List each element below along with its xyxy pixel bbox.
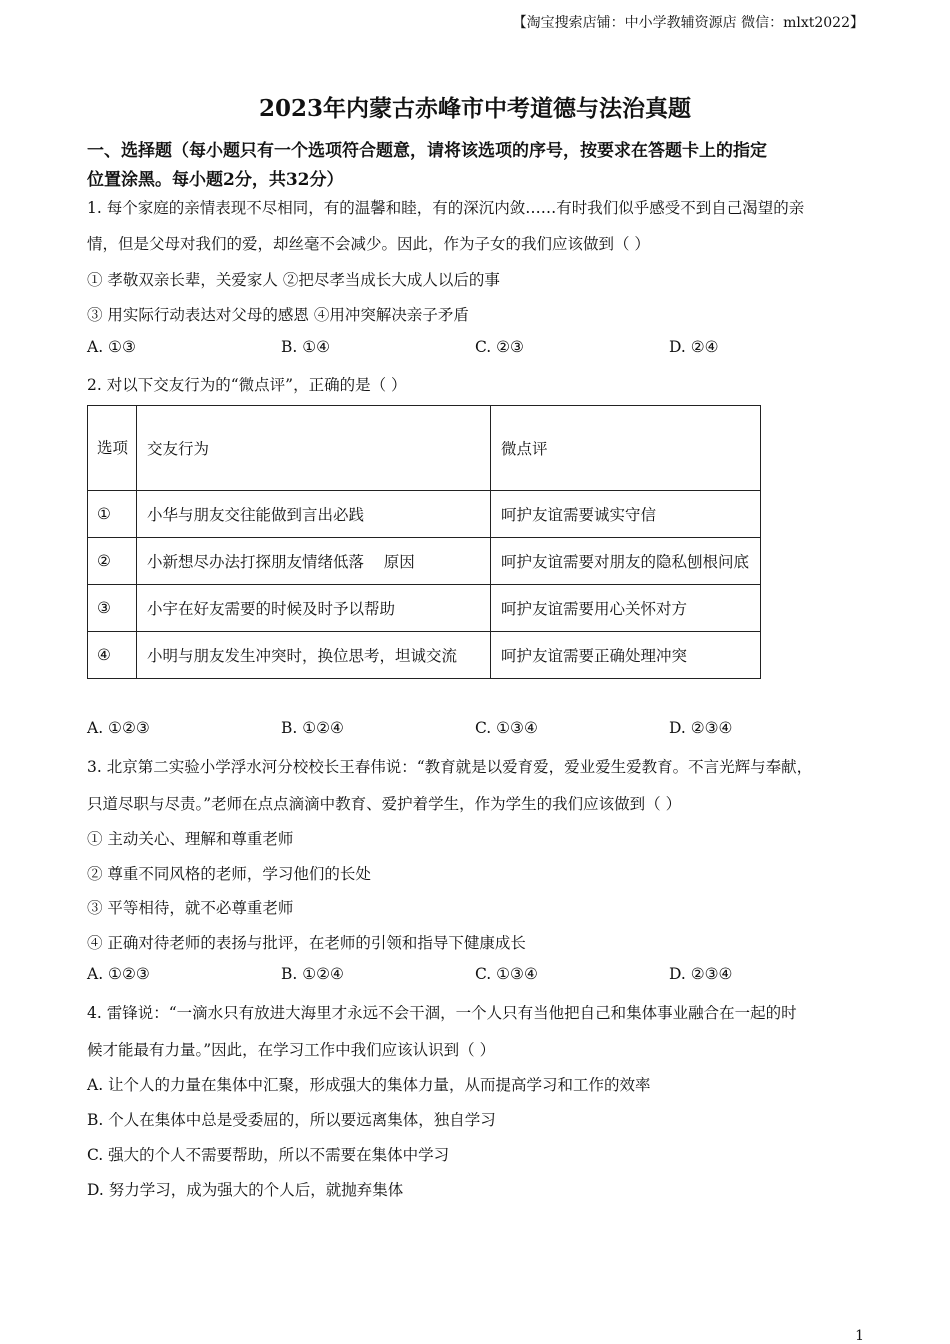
q3-option-a: A. ①②③: [87, 965, 150, 983]
q3-item-4: ④ 正确对待老师的表扬与批评，在老师的引领和指导下健康成长: [87, 934, 526, 952]
q1-items-line2: ③ 用实际行动表达对父母的感恩 ④用冲突解决亲子矛盾: [87, 306, 469, 324]
q3-item-1: ① 主动关心、理解和尊重老师: [87, 830, 294, 848]
table-row: [88, 538, 761, 585]
q2-stem: 2. 对以下交友行为的“微点评”，正确的是（ ）: [87, 376, 407, 394]
q3-item-3: ③ 平等相待，就不必尊重老师: [87, 899, 294, 917]
q4-option-d: D. 努力学习，成为强大的个人后，就抛弃集体: [87, 1181, 404, 1199]
table-cell-option: ④: [88, 632, 137, 679]
q3-stem-line1: 3. 北京第二实验小学浮水河分校校长王春伟说：“教育就是以爱育爱，爱业爱生爱教育。不言光辉与奉献，: [87, 758, 813, 776]
q2-option-b: B. ①②④: [281, 719, 344, 737]
q2-option-d: D. ②③④: [669, 719, 733, 737]
page-number: 1: [855, 1328, 864, 1344]
q3-option-c: C. ①③④: [475, 965, 538, 983]
q1-option-d: D. ②④: [669, 338, 719, 356]
q3-stem-line2: 只道尽职与尽责。”老师在点点滴滴中教育、爱护着学生，作为学生的我们应该做到（ ）: [87, 795, 682, 813]
table-cell-behavior: 小宇在好友需要的时候及时予以帮助: [137, 585, 491, 632]
table-row: [88, 585, 761, 632]
section-heading-line1: 一、选择题（每小题只有一个选项符合题意，请将该选项的序号，按要求在答题卡上的指定: [87, 141, 767, 161]
q1-option-b: B. ①④: [281, 338, 331, 356]
q2-option-c: C. ①③④: [475, 719, 538, 737]
page-title: 2023年内蒙古赤峰市中考道德与法治真题: [258, 95, 691, 122]
table-cell-option: ①: [88, 491, 137, 538]
header-note: 【淘宝搜索店铺：中小学教辅资源店 微信：mlxt2022】: [512, 15, 864, 31]
table-cell-comment: 呵护友谊需要用心关怀对方: [491, 585, 761, 632]
section-heading-line2: 位置涂黑。每小题2分，共32分）: [87, 170, 344, 190]
table-header-option: 选项: [97, 439, 129, 457]
table-cell-behavior: 小新想尽办法打探朋友情绪低落 原因: [137, 538, 491, 585]
q1-option-a: A. ①③: [87, 338, 136, 356]
q1-stem-line2: 情，但是父母对我们的爱，却丝毫不会减少。因此，作为子女的我们应该做到（ ）: [87, 235, 650, 253]
q4-option-a: A. 让个人的力量在集体中汇聚，形成强大的集体力量，从而提高学习和工作的效率: [87, 1076, 651, 1094]
q4-stem-line2: 候才能最有力量。”因此，在学习工作中我们应该认识到（ ）: [87, 1041, 496, 1059]
table-cell-behavior: 小华与朋友交往能做到言出必践: [137, 491, 491, 538]
table-header-comment: 微点评: [491, 406, 761, 491]
table-header-behavior: 交友行为: [137, 406, 491, 491]
table-row: [88, 491, 761, 538]
q3-option-d: D. ②③④: [669, 965, 733, 983]
table-cell-comment: 呵护友谊需要对朋友的隐私刨根问底: [491, 538, 761, 585]
q3-option-b: B. ①②④: [281, 965, 344, 983]
q4-stem-line1: 4. 雷锋说：“一滴水只有放进大海里才永远不会干涸，一个人只有当他把自己和集体事业融合在一起的时: [87, 1004, 797, 1022]
table-header-row: [88, 406, 761, 491]
table-cell-option: ②: [88, 538, 137, 585]
q1-stem-line1: 1. 每个家庭的亲情表现不尽相同，有的温馨和睦，有的深沉内敛……有时我们似乎感受不到自己渴望的亲: [87, 199, 805, 217]
q3-item-2: ② 尊重不同风格的老师，学习他们的长处: [87, 865, 371, 883]
table-cell-comment: 呵护友谊需要诚实守信: [491, 491, 761, 538]
q1-items-line1: ① 孝敬双亲长辈，关爱家人 ②把尽孝当成长大成人以后的事: [87, 271, 500, 289]
q4-option-c: C. 强大的个人不需要帮助，所以不需要在集体中学习: [87, 1146, 450, 1164]
q2-option-a: A. ①②③: [87, 719, 150, 737]
table-cell-behavior: 小明与朋友发生冲突时，换位思考，坦诚交流: [137, 632, 491, 679]
q1-option-c: C. ②③: [475, 338, 524, 356]
table-cell-option: ③: [88, 585, 137, 632]
table-row: [88, 632, 761, 679]
q4-option-b: B. 个人在集体中总是受委屈的，所以要远离集体，独自学习: [87, 1111, 496, 1129]
q2-table: [87, 405, 761, 679]
table-cell-comment: 呵护友谊需要正确处理冲突: [491, 632, 761, 679]
